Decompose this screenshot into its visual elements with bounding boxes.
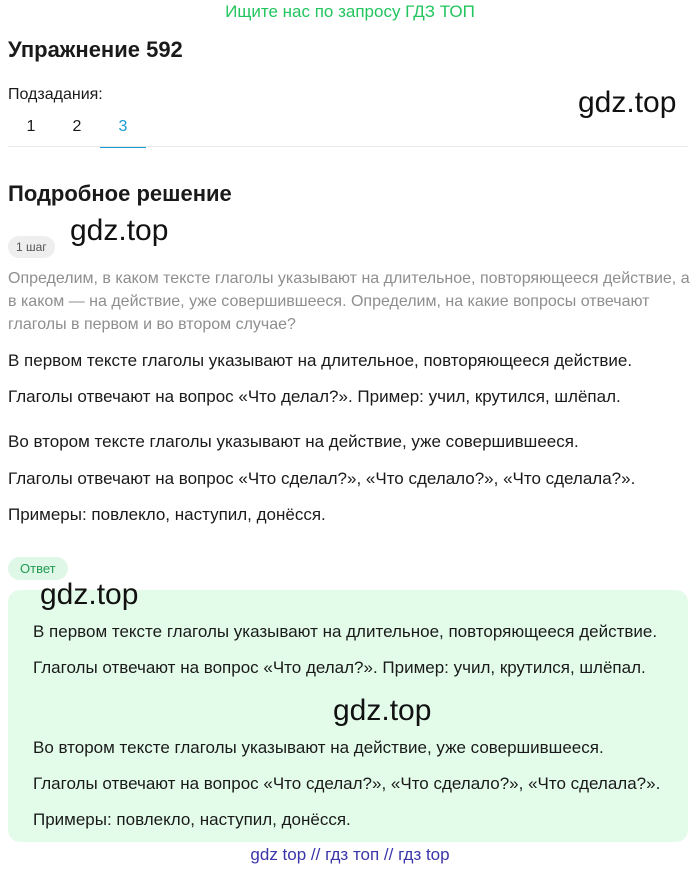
watermark: gdz.top [578,86,677,119]
solution-paragraph: Во втором тексте глаголы указывают на действие, уже совершившееся. [8,432,579,451]
answer-paragraph: В первом тексте глаголы указывают на длительное, повторяющееся действие. Глаголы отвечают на вопрос «Что делал?». Пример: учил, крутился, шлёпал. [33,622,658,677]
tab-subtask-3[interactable]: 3 [100,110,146,148]
watermark: gdz.top [40,578,139,611]
search-banner: Ищите нас по запросу ГДЗ ТОП [225,2,475,21]
solution-paragraph: Глаголы отвечают на вопрос «Что сделал?», «Что сделало?», «Что сделала?». [8,469,636,488]
tab-subtask-2[interactable]: 2 [72,118,82,135]
footer-links[interactable]: gdz top // гдз топ // гдз top [250,845,450,864]
solution-paragraph: Примеры: повлекло, наступил, донёсся. [8,505,326,524]
answer-badge: Ответ [8,557,68,580]
answer-paragraph: Во втором тексте глаголы указывают на действие, уже совершившееся. Глаголы отвечают на вопрос «Что сделал?», «Что сделало?», «Что сделала?». Примеры: повлекло, наступил, донёсся. [33,738,661,829]
step-badge: 1 шаг [8,236,55,258]
subtasks-label: Подзадания: [8,86,103,103]
tab-subtask-1[interactable]: 1 [26,118,36,135]
subtask-tabs [8,110,146,148]
solution-paragraph: Глаголы отвечают на вопрос «Что делал?». Пример: учил, крутился, шлёпал. [8,387,621,406]
section-title: Подробное решение [8,181,232,206]
solution-paragraph: В первом тексте глаголы указывают на длительное, повторяющееся действие. [8,351,633,370]
step-hint-text: Определим, в каком тексте глаголы указывают на длительное, повторяющееся действие, а в каком — на действие, уже совершившееся. Определим, на какие вопросы отвечают глаголы в первом и во втором случае? [8,270,690,333]
watermark: gdz.top [333,694,432,727]
page-title: Упражнение 592 [8,37,183,62]
watermark: gdz.top [70,214,169,247]
divider [8,146,688,147]
